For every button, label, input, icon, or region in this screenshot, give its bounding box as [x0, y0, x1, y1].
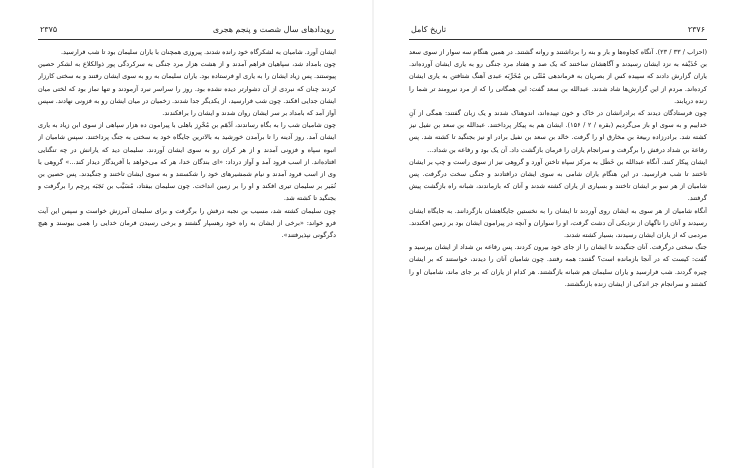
right-page — [409, 22, 707, 460]
left-running-title: رویدادهای سال شصت و پنجم هجری — [212, 25, 334, 34]
right-paragraph: ایشان پیکار کنند. آنگاه عبدالله بن خَطَل به مرکز سپاه تاختن آورد و گروهی نیز از سوی راست و چپ بر ایشان تاختند تا شب فرارسید. در این هنگام یاران شامی به سوی ایشان درافتادند و جنگی سخت درگرفت. پس شامیان از هر سو بر ایشان تاختند و بسیاری از یاران کشته شدند و آنان که بازماندند، شبانه راه بازگشت پیش گرفتند. — [409, 157, 707, 203]
right-page-number: ۲۳۷۶ — [687, 25, 705, 34]
book-spine — [372, 0, 374, 468]
left-page-header — [38, 22, 336, 38]
left-page-body — [38, 40, 336, 241]
right-paragraph: جنگ سختی درگرفت. آنان جنگیدند تا ایشان را از جای خود بیرون کردند. پس رفاعه بن شداد از ایشان بپرسید و گفت: کیست که در آنجا بازمانده است؟ گفتند: همه رفتند. چون شامیان آنان را دیدند، خواستند که بر ایشان چیره گردند. شب فرارسید و یاران سلیمان هم شبانه بازگشتند. هر کدام از یاران که بر جای ماند، شامیان او را کشتند و سرانجام جز اندکی از ایشان زنده بازنگشتند. — [409, 243, 707, 288]
left-page — [38, 22, 336, 460]
right-paragraph: چون فرستادگان دیدند که برادرانشان در خاک و خون تپیده‌اند، اندوهناک شدند و یک زبان گفتند: همگی از آنِ خداییم و به سوی او باز می‌گردیم (بقره / ۲ / ۱۵۶). ایشان هم به پیکار پرداختند. عبدالله بن سعد بن نفیل نیز کشته شد. برادرزاده ربیعة بن مخارق او را گرفت. خالد بن سعد بن نفیل برادر او نیز بجنگید تا کشته شد. پس رفاعة بن شداد درفش را برگرفت و سرانجام یاران را فرمان بازگشت داد. آن یک بود و رفاعه بن شداد... — [409, 109, 707, 154]
right-paragraph: آنگاه شامیان از هر سوی به ایشان روی آوردند تا ایشان را به نخستین جایگاهشان بازگردانند. به جایگاه ایشان رسیدند و آنان را ناگهان از نزدیکی آن دشت گرفت، او را سواران و آنچه در پیرامون ایشان بود بر زمین افکندند. مردمی که از یاران ایشان رسیدند، بسیار کشته شدند. — [409, 206, 707, 240]
left-paragraph: چون سلیمان کشته شد، مسیب بن نجبه درفش را برگرفت و برای سلیمان آمرزش خواست و سپس این آیت فرو خواند: «برخی از ایشان به راه خود رهسپار گشتند و برخی رسیدن فرمان خدایی را همی بیوسند و هیچ دگرگونی نپذیرفتند». — [38, 206, 336, 240]
right-page-body — [409, 40, 707, 290]
left-paragraph: چون بامداد شد، سپاهیان فراهم آمدند و از هشت هزار مرد جنگی به سرکردگی پور ذوالکلاع به لشکر حصین پیوستند. پس زیاد ایشان را به یاری او فرستاده بود. یاران سلیمان به رو به سوی ایشان رفتند و به سختی کارزار کردند چنان که نبردی از آن دشوارتر دیده نشده بود. روز را سراسر نبرد آزمودند و تنها نماز بود که لختی میان ایشان جدایی افکند. چون شب فرارسید، از یکدیگر جدا شدند. زخمیان در میان ایشان رو به فزونی نهادند. سپس آواز آمد که بامداد بر سر ایشان روان شدند و ایشان را برافکندند. — [38, 60, 336, 118]
left-paragraph: چون شامیان شب را به بگاه رساندند، اَدْهَم بن مُحْرِز باهلی با پیرامون ده هزار سپاهی از سوی ابن زیاد به یاری ایشان آمد. روز آدینه را تا برآمدن خورشید به بالاترین جایگاه خود به سختی به جنگ پرداختند. سپس شامیان از انبوه سپاه و فزونی آمدند و از هر کران رو به سوی ایشان آوردند. سلیمان دید که یارانش در چه تنگنایی افتاده‌اند. از اسب فرود آمد و آواز درداد: «ای بندگان خدا، هر که می‌خواهد با آفریدگار دیدار کند...» گروهی با وی از اسب فرود آمدند و نیام شمشیرهای خود را شکستند و به سوی ایشان تاختند و جنگیدند. پس حصین بن نُمَیر بر سلیمان تیری افکند و او را بر زمین انداخت. چون سلیمان بیفتاد، مُسَیَّب بن نَجَبَه پرچم را برگرفت و بجنگید تا کشته شد. — [38, 121, 336, 203]
right-paragraph: (احزاب / ۳۳ / ۲۳). آنگاه کجاوه‌ها و بار و بنه را برداشتند و روانه گشتند. در همین هنگام سه سوار از سوی سعد بن حُذَیْفه به نزد ایشان رسیدند و آگاهشان ساختند که یک صد و هفتاد مرد جنگی رو به یاری ایشان آورده‌اند. یاران گزارش دادند که سپیده کس از بصریان به فرماندهی مُثَنّی بن مُخَرِّبَه عبدی آهنگ شتافتن به یاری ایشان کرده‌اند. مردم از این گزارش‌ها شاد شدند. عبدالله بن سعد گفت: این همگانی را که از مرد نیرومند تر شما را زنده دریابند. — [409, 48, 707, 105]
left-page-number: ۲۳۷۵ — [40, 25, 58, 34]
left-paragraph: ایشان آورد. شامیان به لشکرگاه خود رانده شدند. پیروزی همچنان با یاران سلیمان بود تا شب فرارسید. — [60, 48, 336, 56]
right-running-title: تاریخ کامل — [411, 25, 447, 34]
right-page-header — [409, 22, 707, 38]
